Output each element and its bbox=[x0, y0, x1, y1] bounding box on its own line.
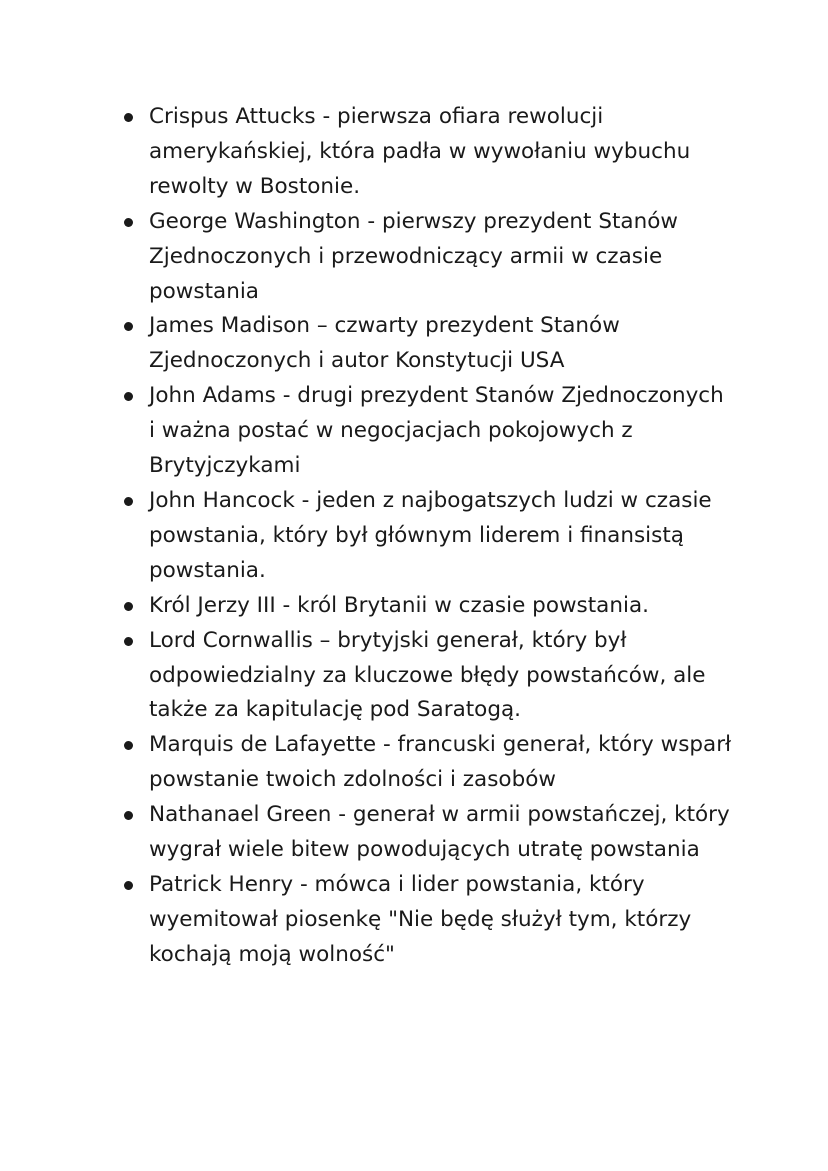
list-item bbox=[120, 589, 735, 624]
bullet-dot-icon bbox=[124, 218, 133, 227]
bullet-dot-icon bbox=[124, 741, 133, 750]
list-item-text: Crispus Attucks - pierwsza ofiara rewolucji amerykańskiej, która padła w wywołaniu wybuchu rewolty w Bostonie. bbox=[149, 104, 691, 199]
list-item bbox=[120, 379, 735, 484]
list-item bbox=[120, 728, 735, 798]
bullet-dot-icon bbox=[124, 811, 133, 820]
list-item bbox=[120, 205, 735, 310]
list-item-text: Marquis de Lafayette - francuski generał, który wsparł powstanie twoich zdolności i zasobów bbox=[149, 732, 732, 793]
bullet-dot-icon bbox=[124, 113, 133, 122]
bullet-list bbox=[120, 100, 735, 973]
list-item bbox=[120, 798, 735, 868]
bullet-dot-icon bbox=[124, 497, 133, 506]
list-item-text: Lord Cornwallis – brytyjski generał, który był odpowiedzialny za kluczowe błędy powstańców, ale także za kapitulację pod Saratogą. bbox=[149, 627, 706, 723]
list-item bbox=[120, 624, 735, 729]
list-item bbox=[120, 309, 735, 379]
list-item-text: Patrick Henry - mówca i lider powstania, który wyemitował piosenkę "Nie będę służył tym, którzy kochają moją wolność" bbox=[149, 871, 692, 967]
list-item bbox=[120, 100, 735, 205]
list-item bbox=[120, 484, 735, 589]
list-item bbox=[120, 868, 735, 973]
list-item-text: George Washington - pierwszy prezydent Stanów Zjednoczonych i przewodniczący armii w czasie powstania bbox=[149, 208, 678, 304]
bullet-dot-icon bbox=[124, 881, 133, 890]
bullet-dot-icon bbox=[124, 637, 133, 646]
bullet-dot-icon bbox=[124, 392, 133, 401]
bullet-dot-icon bbox=[124, 322, 133, 331]
list-item-text: John Adams - drugi prezydent Stanów Zjednoczonych i ważna postać w negocjacjach pokojowych z Brytyjczykami bbox=[149, 383, 724, 479]
list-item-text: Król Jerzy III - król Brytanii w czasie powstania. bbox=[149, 592, 649, 618]
list-item-text: John Hancock - jeden z najbogatszych ludzi w czasie powstania, który był głównym liderem i finansistą powstania. bbox=[149, 487, 712, 583]
bullet-dot-icon bbox=[124, 602, 133, 611]
list-item-text: James Madison – czwarty prezydent Stanów Zjednoczonych i autor Konstytucji USA bbox=[149, 313, 620, 374]
list-item-text: Nathanael Green - generał w armii powstańczej, który wygrał wiele bitew powodujących utratę powstania bbox=[149, 802, 730, 863]
